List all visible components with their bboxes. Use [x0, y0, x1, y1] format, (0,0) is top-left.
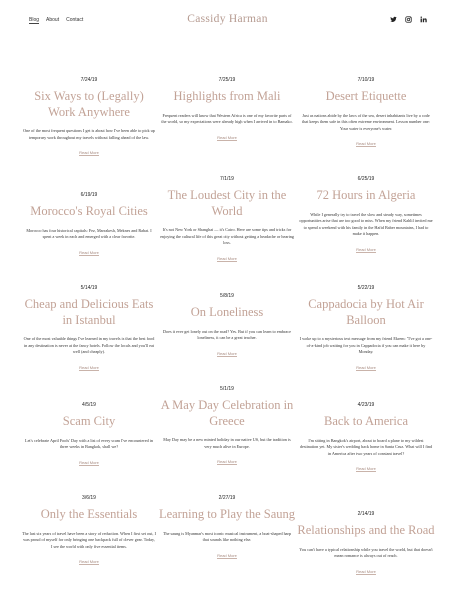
post-date: 7/1/19: [220, 176, 234, 182]
post-title[interactable]: Six Ways to (Legally) Work Anywhere: [34, 89, 144, 119]
nav-item-blog[interactable]: Blog: [29, 17, 40, 23]
post-excerpt: Does it ever get lonely out on the road? Yes. But if you can learn to embrace loneliness, it can be a great teacher.: [163, 328, 291, 341]
post-date: 6/25/19: [357, 176, 375, 182]
read-more-link[interactable]: Read More: [217, 255, 237, 261]
nav-item-contact[interactable]: Contact: [66, 17, 84, 23]
read-more-link[interactable]: Read More: [79, 249, 99, 255]
read-more-link[interactable]: Read More: [356, 141, 376, 147]
blog-post: [158, 176, 296, 265]
post-excerpt: One of the most valuable things I've learned in my travels is that the best food in any destination is never at the fancy hotels. Follow the locals and you'll eat well (and cheaply).: [23, 336, 155, 355]
blog-post: [20, 77, 158, 159]
blog-post: [158, 77, 296, 144]
post-title[interactable]: Cappadocia by Hot Air Balloon: [308, 297, 424, 327]
post-title[interactable]: Desert Etiquette: [325, 89, 407, 103]
post-excerpt: May Day may be a new minted holiday in our native US, but the tradition is very much alive in Europe.: [163, 437, 291, 449]
post-excerpt: Frequent readers will know that Western Africa is one of my favorite parts of the world, so my expectations were already high when I arrived in to Bamako.: [161, 112, 293, 125]
post-date: 4/5/19: [82, 402, 96, 408]
site-title[interactable]: Cassidy Harman: [187, 13, 268, 25]
post-title[interactable]: Highlights from Mali: [173, 89, 281, 103]
post-title[interactable]: Back to America: [324, 414, 408, 428]
blog-post: [297, 285, 435, 374]
read-more-link[interactable]: Read More: [79, 364, 99, 370]
read-more-link[interactable]: Read More: [356, 246, 376, 252]
post-date: 6/19/19: [80, 192, 98, 198]
post-excerpt: One of the most frequent questions I get is about how I've been able to pick up temporary work throughout my travels without falling ahead of the law.: [23, 128, 155, 140]
post-date: 7/10/19: [357, 77, 375, 83]
post-title[interactable]: Learning to Play the Saung: [158, 507, 296, 521]
nav-item-about[interactable]: About: [46, 17, 60, 23]
post-date: 5/8/19: [220, 293, 234, 299]
read-more-link[interactable]: Read More: [356, 364, 376, 370]
post-excerpt: Just as nations abide by the laws of the sea, desert inhabitants live by a code that keeps them safe in this often extreme environment. Lesson number one: Your water is everyone's water.: [302, 112, 430, 131]
read-more-link[interactable]: Read More: [217, 350, 237, 356]
blog-post: [20, 402, 158, 469]
blog-post: [297, 77, 435, 150]
blog-post: [297, 511, 435, 578]
post-excerpt: The last six years of travel have been a story of reduction. When I first set out, I was proud of myself for only bringing one backpack full of clever gear. Today, I see the world with only five essential items.: [22, 530, 156, 549]
read-more-link[interactable]: Read More: [217, 134, 237, 140]
blog-post: [158, 495, 296, 562]
post-title[interactable]: The Loudest City in the World: [167, 188, 287, 218]
post-date: 5/14/19: [80, 285, 98, 291]
post-title[interactable]: Relationships and the Road: [297, 523, 435, 537]
blog-post: [297, 402, 435, 475]
post-date: 4/23/19: [357, 402, 375, 408]
post-title[interactable]: A May Day Celebration in Greece: [160, 398, 294, 428]
read-more-link[interactable]: Read More: [79, 150, 99, 156]
read-more-link[interactable]: Read More: [217, 552, 237, 558]
post-date: 3/6/19: [82, 495, 96, 501]
post-title[interactable]: Only the Essentials: [40, 507, 138, 521]
post-excerpt: Morocco has four historical capitals: Fez, Marrakesh, Meknes and Rabat. I spent a week in each and emerged with a clear favorite.: [26, 227, 152, 240]
post-date: 2/14/19: [357, 511, 375, 517]
blog-post: [297, 176, 435, 256]
post-excerpt: The saung is Myanmar's most iconic musical instrument, a boat-shaped harp that sounds like nothing else.: [162, 530, 292, 543]
read-more-link[interactable]: Read More: [356, 466, 376, 472]
post-excerpt: Let's celebrate April Fools' Day with a list of every scam I've encountered in three weeks in Bangkok, shall we?: [25, 437, 153, 450]
blog-post: [20, 192, 158, 259]
read-more-link[interactable]: Read More: [217, 459, 237, 465]
read-more-link[interactable]: Read More: [79, 459, 99, 465]
post-title[interactable]: 72 Hours in Algeria: [316, 188, 416, 202]
post-excerpt: I'm sitting in Bangkok's airport, about to board a plane to my wildest destination yet. My sister's wedding back home in Santa Cruz. What will I find in America after two years of constant travel?: [299, 437, 433, 456]
post-date: 7/24/19: [80, 77, 98, 83]
blog-post: [20, 285, 158, 374]
post-title[interactable]: On Loneliness: [190, 305, 264, 319]
post-date: 7/25/19: [218, 77, 236, 83]
post-excerpt: I woke up to a mysterious text message from my friend Ekrem: "I've got a one-of-a-kind job waiting for you in Cappadocia if you can make it here by Monday.: [299, 336, 433, 355]
blog-post: [158, 386, 296, 468]
post-date: 5/22/19: [357, 285, 375, 291]
blog-post: [20, 495, 158, 568]
post-title[interactable]: Morocco's Royal Cities: [30, 204, 148, 218]
post-date: 5/1/19: [220, 386, 234, 392]
post-excerpt: While I generally try to travel the slow and steady way, sometimes opportunities arise that are too good to miss. When my friend Kahlil invited me to spend a weekend with his family in the Hafid Baber mountains, I had to make it happen.: [299, 211, 433, 237]
post-title[interactable]: Cheap and Delicious Eats in Istanbul: [24, 297, 154, 327]
post-excerpt: You can't have a typical relationship while you travel the world, but that doesn't mean romance is always out of reach.: [299, 546, 433, 559]
read-more-link[interactable]: Read More: [356, 568, 376, 574]
post-date: 2/27/19: [218, 495, 236, 501]
post-excerpt: It's not New York or Shanghai — it's Cairo. Here are some tips and tricks for enjoying the cultural life of this great city without getting a headache or hearing loss.: [160, 227, 294, 246]
blog-post: [158, 293, 296, 360]
post-title[interactable]: Scam City: [62, 414, 116, 428]
read-more-link[interactable]: Read More: [79, 559, 99, 565]
